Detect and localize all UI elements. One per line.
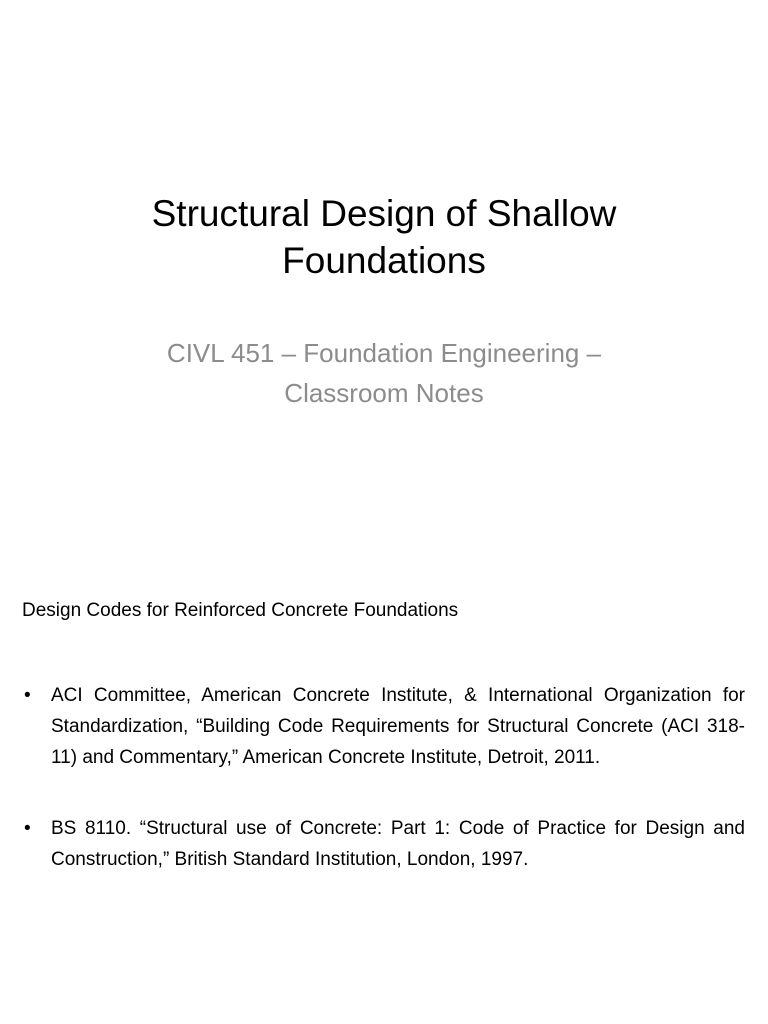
slide-subtitle-line-1: CIVL 451 – Foundation Engineering – <box>166 338 602 368</box>
slide-subtitle <box>60 333 708 413</box>
section-heading: Design Codes for Reinforced Concrete Foundations <box>22 600 459 621</box>
slide-title <box>60 190 708 284</box>
slide-title-line-2: Foundations <box>282 240 486 281</box>
slide-title-line-1: Structural Design of Shallow <box>151 193 617 234</box>
reference-text: BS 8110. “Structural use of Concrete: Part 1: Code of Practice for Design and Construction,” British Standard Institution, London, 1997. <box>51 818 745 870</box>
bullet-icon: • <box>24 818 31 839</box>
reference-item-aci <box>22 680 745 773</box>
slide-subtitle-line-2: Classroom Notes <box>284 378 484 408</box>
reference-item-bs <box>22 813 745 875</box>
bullet-icon: • <box>24 685 31 706</box>
reference-text: ACI Committee, American Concrete Institute, & International Organization for Standardization, “Building Code Requirements for Structural Concrete (ACI 318-11) and Commentary,” American Concrete Institute, Detroit, 2011. <box>51 685 745 768</box>
reference-list <box>22 680 745 915</box>
